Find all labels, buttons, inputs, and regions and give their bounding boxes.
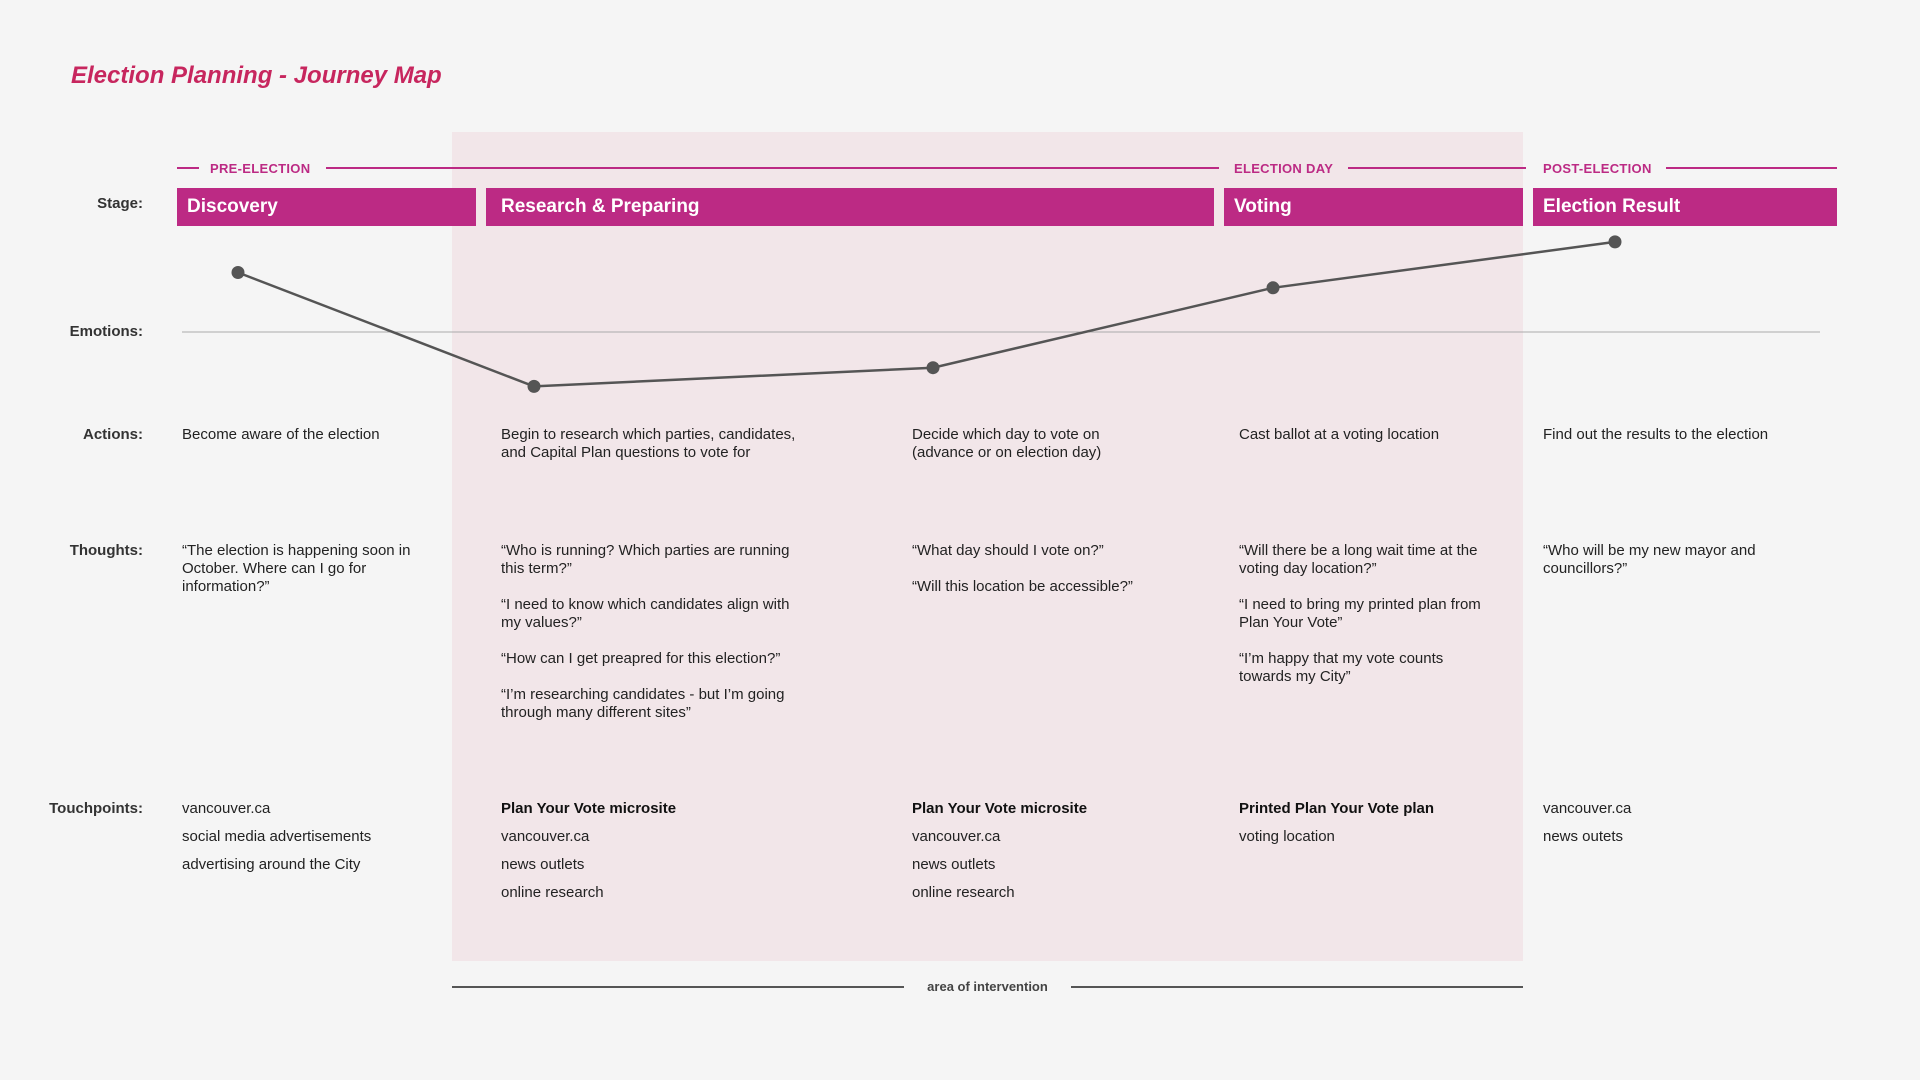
row-label-thoughts: Thoughts: <box>69 542 143 559</box>
thought: “Who is running? Which parties are running this term?” <box>501 542 790 577</box>
stage-research-preparing: Research & Preparing <box>486 188 1214 226</box>
action-discovery: Become aware of the election <box>182 426 380 443</box>
row-label-stage: Stage: <box>97 195 143 212</box>
phase-label-post-election: POST-ELECTION <box>1543 161 1652 176</box>
row-label-emotions: Emotions: <box>69 323 143 340</box>
thought: “Will there be a long wait time at the voting day location?” <box>1239 542 1478 577</box>
thought: “I need to know which candidates align with my values?” <box>501 596 790 631</box>
action-voting: Cast ballot at a voting location <box>1239 426 1440 443</box>
thought: “I need to bring my printed plan from Plan Your Vote” <box>1239 596 1481 631</box>
touchpoint-item: vancouver.ca <box>182 800 271 817</box>
emotion-point-4 <box>1267 281 1280 294</box>
touchpoint-item: online research <box>912 884 1015 901</box>
touchpoint-item: social media advertisements <box>182 828 372 845</box>
thought: “I’m happy that my vote counts towards my City” <box>1239 650 1444 685</box>
thought: “What day should I vote on?” <box>912 542 1104 559</box>
action-results: Find out the results to the election <box>1543 426 1769 443</box>
thought: “The election is happening soon in October. Where can I go for information?” <box>182 542 411 595</box>
touchpoint-item: vancouver.ca <box>912 828 1001 845</box>
touchpoints-results <box>1543 795 1631 851</box>
emotion-point-2 <box>528 380 541 393</box>
thoughts-decide-day <box>912 542 1172 614</box>
action-research: Begin to research which parties, candidates, and Capital Plan questions to vote for <box>501 426 796 461</box>
touchpoint-item: voting location <box>1239 828 1335 845</box>
row-label-actions: Actions: <box>83 426 143 443</box>
touchpoints-research <box>501 795 676 907</box>
page-title: Election Planning - Journey Map <box>71 62 442 89</box>
touchpoints-decide-day <box>912 795 1087 907</box>
phase-label-pre-election: PRE-ELECTION <box>210 161 311 176</box>
stage-voting: Voting <box>1224 188 1523 226</box>
stage-election-result: Election Result <box>1533 188 1837 226</box>
thought: “How can I get preapred for this election?” <box>501 650 781 667</box>
phase-label-election-day: ELECTION DAY <box>1234 161 1334 176</box>
emotion-point-1 <box>232 266 245 279</box>
touchpoints-voting <box>1239 795 1434 851</box>
emotions-line <box>238 242 1615 387</box>
thought: “I’m researching candidates - but I’m going through many different sites” <box>501 686 785 721</box>
thoughts-results <box>1543 542 1803 596</box>
touchpoint-item: news outets <box>1543 828 1624 845</box>
intervention-line-right <box>1071 986 1523 988</box>
thoughts-voting <box>1239 542 1494 704</box>
stage-discovery: Discovery <box>177 188 476 226</box>
emotion-point-3 <box>927 361 940 374</box>
thoughts-discovery <box>182 542 442 614</box>
touchpoint-item: advertising around the City <box>182 856 361 873</box>
touchpoint-item: vancouver.ca <box>501 828 590 845</box>
touchpoint-item: online research <box>501 884 604 901</box>
touchpoint-primary: Printed Plan Your Vote plan <box>1239 800 1435 817</box>
thought: “Who will be my new mayor and councillors?” <box>1543 542 1756 577</box>
touchpoint-primary: Plan Your Vote microsite <box>501 800 677 817</box>
touchpoint-item: vancouver.ca <box>1543 800 1632 817</box>
touchpoint-item: news outlets <box>912 856 996 873</box>
thoughts-research <box>501 542 796 740</box>
action-decide-day: Decide which day to vote on (advance or on election day) <box>912 426 1102 461</box>
thought: “Will this location be accessible?” <box>912 578 1133 595</box>
touchpoints-discovery <box>182 795 371 879</box>
intervention-line-left <box>452 986 904 988</box>
touchpoint-primary: Plan Your Vote microsite <box>912 800 1088 817</box>
touchpoint-item: news outlets <box>501 856 585 873</box>
emotion-point-5 <box>1609 235 1622 248</box>
row-label-touchpoints: Touchpoints: <box>49 800 143 817</box>
intervention-caption: area of intervention <box>927 979 1048 994</box>
